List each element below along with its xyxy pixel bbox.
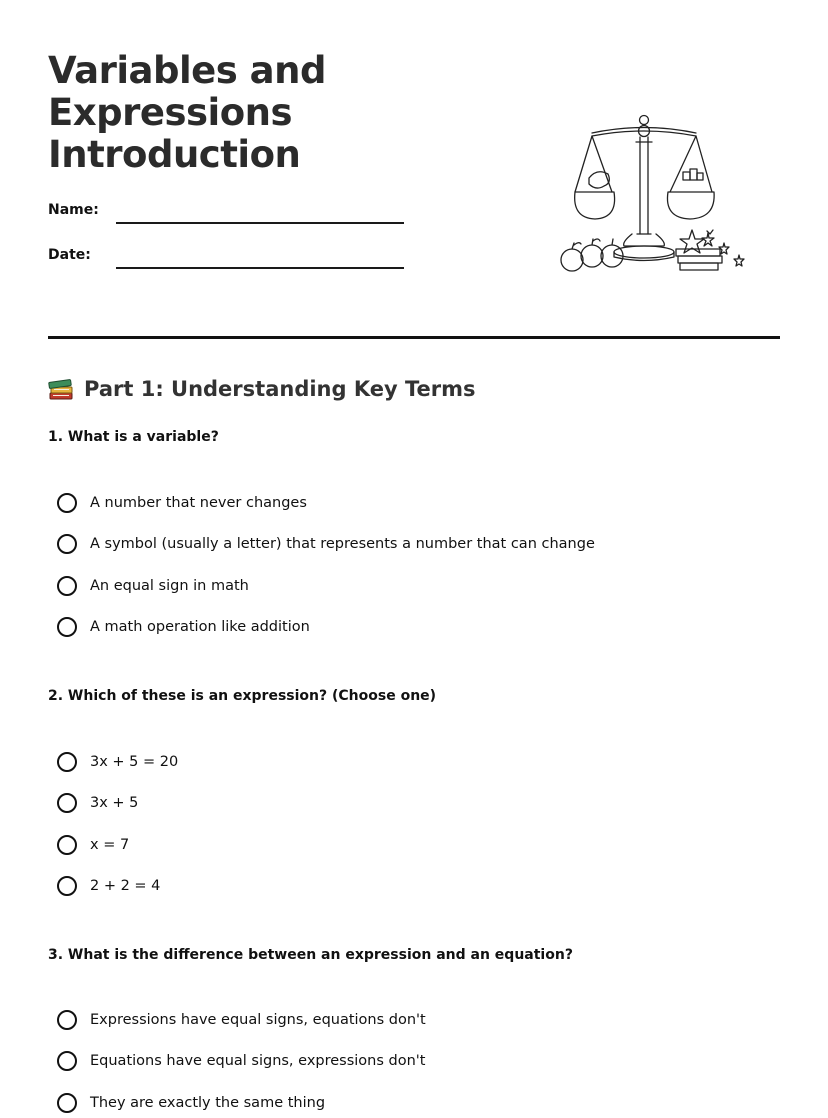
books-stars-icon xyxy=(676,230,744,270)
q2-option-d[interactable] xyxy=(57,873,160,899)
q3-option-a[interactable] xyxy=(57,1007,426,1033)
part1-heading xyxy=(48,374,476,404)
q2-option-c[interactable] xyxy=(57,832,129,858)
option-label: 3x + 5 xyxy=(90,795,139,811)
right-pan xyxy=(667,192,714,219)
radio-button[interactable] xyxy=(57,534,77,554)
option-label: Expressions have equal signs, equations don't xyxy=(90,1012,426,1028)
scale-base xyxy=(624,234,665,246)
option-label: They are exactly the same thing xyxy=(90,1095,326,1111)
q3-option-b[interactable] xyxy=(57,1048,425,1074)
radio-button[interactable] xyxy=(57,793,77,813)
right-pan-blocks xyxy=(683,172,690,180)
option-label: A math operation like addition xyxy=(90,619,310,635)
left-pan xyxy=(575,192,615,219)
scale-pillar xyxy=(640,137,648,234)
balance-scale-icon xyxy=(552,112,752,278)
option-label: Equations have equal signs, expressions don't xyxy=(90,1053,426,1069)
question-3: 3. What is the difference between an expression and an equation? xyxy=(48,947,573,963)
question-1: 1. What is a variable? xyxy=(48,429,219,445)
q2-option-a[interactable] xyxy=(57,749,178,775)
option-label: A symbol (usually a letter) that represents a number that can change xyxy=(90,536,595,552)
worksheet-title: Variables and Expressions Introduction xyxy=(48,49,326,176)
section-divider xyxy=(48,336,780,339)
name-label: Name: xyxy=(48,202,99,218)
radio-button[interactable] xyxy=(57,835,77,855)
option-label: 3x + 5 = 20 xyxy=(90,754,179,770)
radio-button[interactable] xyxy=(57,493,77,513)
part1-title: Part 1: Understanding Key Terms xyxy=(84,377,476,401)
radio-button[interactable] xyxy=(57,1010,77,1030)
date-label: Date: xyxy=(48,247,91,263)
scale-beam xyxy=(592,128,696,134)
q1-option-b[interactable] xyxy=(57,531,595,557)
option-label: An equal sign in math xyxy=(90,578,249,594)
radio-button[interactable] xyxy=(57,752,77,772)
q1-option-a[interactable] xyxy=(57,490,307,516)
option-label: 2 + 2 = 4 xyxy=(90,878,161,894)
q1-option-c[interactable] xyxy=(57,573,249,599)
q1-option-d[interactable] xyxy=(57,614,310,640)
radio-button[interactable] xyxy=(57,617,77,637)
date-field[interactable] xyxy=(116,267,404,269)
question-2: 2. Which of these is an expression? (Choose one) xyxy=(48,688,437,704)
q2-option-b[interactable] xyxy=(57,790,138,816)
radio-button[interactable] xyxy=(57,1051,77,1071)
radio-button[interactable] xyxy=(57,876,77,896)
radio-button[interactable] xyxy=(57,1093,77,1113)
option-label: A number that never changes xyxy=(90,495,307,511)
radio-button[interactable] xyxy=(57,576,77,596)
books-icon xyxy=(48,377,74,401)
name-field[interactable] xyxy=(116,222,404,224)
left-pan-strings xyxy=(575,136,612,192)
option-label: x = 7 xyxy=(90,837,130,853)
right-pan-strings xyxy=(670,136,712,192)
q3-option-c[interactable] xyxy=(57,1090,325,1116)
scale-knob xyxy=(640,116,649,125)
